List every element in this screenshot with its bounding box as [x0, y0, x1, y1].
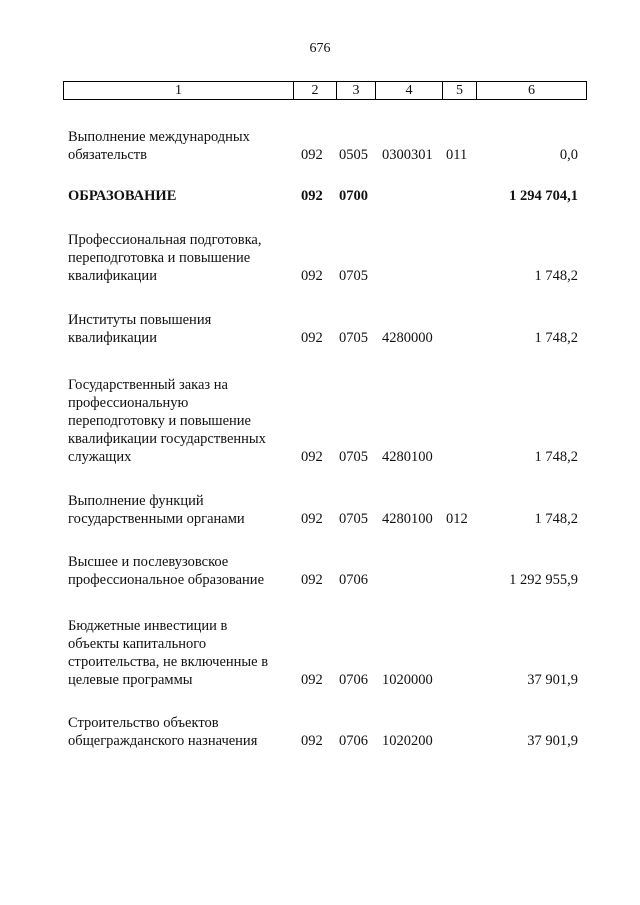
row-section: 0705: [339, 330, 368, 346]
row-name-line: квалификации государственных: [68, 431, 266, 447]
row-name-line: Высшее и послевузовское: [68, 554, 229, 570]
row-section: 0705: [339, 511, 368, 527]
row-target: 4280100: [382, 511, 433, 527]
row-name-line: Институты повышения: [68, 312, 212, 328]
row-name-line: профессиональное образование: [68, 572, 265, 588]
row-amount: 37 901,9: [527, 672, 578, 688]
row-name-line: целевые программы: [68, 672, 193, 688]
row-name-line: профессиональную: [68, 395, 189, 411]
row-ministry: 092: [301, 449, 323, 465]
row-name-line: квалификации: [68, 330, 157, 346]
row-amount: 0,0: [559, 147, 578, 163]
row-section: 0705: [339, 449, 368, 465]
row-name-line: государственными органами: [68, 511, 245, 527]
row-name-line: объекты капитального: [68, 636, 207, 652]
column-header: 4: [376, 82, 443, 100]
column-header: 6: [477, 82, 587, 100]
row-ministry: 092: [301, 330, 323, 346]
row-amount: 1 294 704,1: [509, 188, 578, 204]
row-name-line: квалификации: [68, 268, 157, 284]
row-amount: 37 901,9: [527, 733, 578, 749]
row-name-line: Профессиональная подготовка,: [68, 232, 262, 248]
row-name-line: Государственный заказ на: [68, 377, 228, 393]
row-section: 0700: [339, 188, 368, 204]
row-section: 0706: [339, 572, 368, 588]
row-target: 4280000: [382, 330, 433, 346]
row-ministry: 092: [301, 572, 323, 588]
row-amount: 1 748,2: [534, 330, 578, 346]
row-target: 0300301: [382, 147, 433, 163]
row-amount: 1 748,2: [534, 511, 578, 527]
column-header: 3: [337, 82, 376, 100]
row-kind: 012: [446, 511, 468, 527]
row-section: 0706: [339, 733, 368, 749]
row-name-line: Выполнение функций: [68, 493, 204, 509]
row-ministry: 092: [301, 268, 323, 284]
row-section: 0706: [339, 672, 368, 688]
page-number: 676: [309, 41, 331, 56]
column-header: 1: [64, 82, 294, 100]
row-ministry: 092: [301, 147, 323, 163]
column-header: 2: [294, 82, 337, 100]
row-ministry: 092: [301, 672, 323, 688]
row-name-line: Бюджетные инвестиции в: [68, 618, 228, 634]
row-name-line: Строительство объектов: [68, 715, 219, 731]
row-name-line: строительства, не включенные в: [68, 654, 269, 670]
row-name: [68, 714, 286, 750]
column-header: 5: [443, 82, 477, 100]
row-name-line: общегражданского назначения: [68, 733, 258, 749]
row-ministry: 092: [301, 188, 323, 204]
row-name-line: служащих: [68, 449, 132, 465]
row-name-line: ОБРАЗОВАНИЕ: [68, 188, 177, 204]
row-name-line: переподготовка и повышение: [68, 250, 251, 266]
row-section: 0705: [339, 268, 368, 284]
row-section: 0505: [339, 147, 368, 163]
row-amount: 1 748,2: [534, 449, 578, 465]
row-name-line: Выполнение международных: [68, 129, 250, 145]
row-amount: 1 748,2: [534, 268, 578, 284]
row-target: 1020200: [382, 733, 433, 749]
row-target: 1020000: [382, 672, 433, 688]
row-amount: 1 292 955,9: [509, 572, 578, 588]
row-target: 4280100: [382, 449, 433, 465]
row-ministry: 092: [301, 733, 323, 749]
row-name-line: переподготовку и повышение: [68, 413, 251, 429]
row-kind: 011: [446, 147, 468, 163]
row-name-line: обязательств: [68, 147, 147, 163]
row-ministry: 092: [301, 511, 323, 527]
